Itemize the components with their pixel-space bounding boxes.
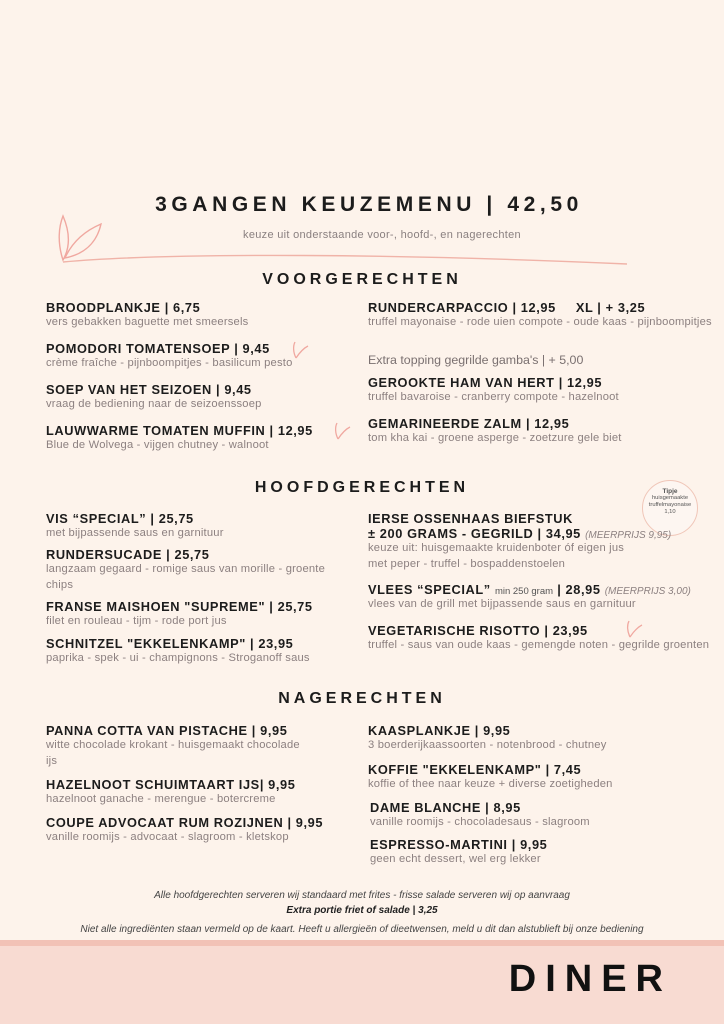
item-name: RUNDERSUCADE | 25,75 [46, 547, 210, 562]
vlees-name: VLEES “SPECIAL” [368, 582, 491, 597]
item-description: vlees van de grill met bijpassende saus en garnituur [368, 598, 636, 610]
vegetarian-leaf-icon [624, 619, 644, 639]
item-name: DAME BLANCHE | 8,95 [370, 800, 521, 815]
item-name: COUPE ADVOCAAT RUM ROZIJNEN | 9,95 [46, 815, 324, 830]
item-description: vanille roomijs - chocoladesaus - slagroom [370, 816, 590, 828]
item-description: truffel bavaroise - cranberry compote - hazelnoot [368, 391, 619, 403]
vegetarian-leaf-icon [332, 421, 352, 441]
page-title: 3GANGEN KEUZEMENU | 42,50 [155, 193, 583, 216]
page-subtitle: keuze uit onderstaande voor-, hoofd-, en nagerechten [243, 229, 521, 241]
tip-title: Tipje [662, 488, 678, 495]
item-name: BROODPLANKJE | 6,75 [46, 300, 201, 315]
item-name: SOEP VAN HET SEIZOEN | 9,45 [46, 382, 252, 397]
menu-type-label: DINER [508, 958, 672, 1000]
tip-price: 1,10 [664, 509, 676, 515]
item-name [368, 300, 718, 315]
item-description: met bijpassende saus en garnituur [46, 527, 224, 539]
item-description: witte chocolade krokant - huisgemaakt chocolade ijs [46, 739, 300, 767]
item-name: GEMARINEERDE ZALM | 12,95 [368, 416, 570, 431]
menu-item [368, 762, 718, 793]
item-name: SCHNITZEL "EKKELENKAMP" | 23,95 [46, 636, 294, 651]
item-name: KOFFIE "EKKELENKAMP" | 7,45 [368, 762, 582, 777]
menu-item [46, 723, 396, 769]
menu-item [46, 511, 396, 542]
section-nagerechten-heading: NAGERECHTEN [278, 690, 446, 707]
menu-item [368, 416, 718, 447]
item-description: vanille roomijs - advocaat - slagroom - kletskop [46, 831, 289, 843]
menu-item [46, 382, 396, 413]
biefstuk-surcharge: (MEERPRIJS 9,95) [585, 530, 672, 541]
menu-item [46, 300, 396, 331]
item-description: hazelnoot ganache - merengue - botercreme [46, 793, 276, 805]
menu-item [46, 599, 396, 630]
item-name: FRANSE MAISHOEN "SUPREME" | 25,75 [46, 599, 313, 614]
item-description: vers gebakken baguette met smeersels [46, 316, 249, 328]
vlees-price: | 28,95 [557, 582, 601, 597]
item-name [368, 582, 724, 597]
item-description: 3 boerderijkaassoorten - notenbrood - chutney [368, 739, 607, 751]
item-description: crème fraîche - pijnboompitjes - basilicum pesto [46, 357, 293, 369]
carpaccio-xl: XL | + 3,25 [575, 300, 646, 315]
footer-note-allergies: Niet alle ingrediënten staan vermeld op de kaart. Heeft u allergieën of dieetwensen, meld u dit dan alstublieft bij onze bediening [80, 924, 644, 935]
item-description: keuze uit: huisgemaakte kruidenboter óf eigen jus met peper - truffel - bospaddenstoelen [368, 542, 625, 570]
item-name: IERSE OSSENHAAS BIEFSTUK [368, 511, 573, 526]
menu-item [46, 777, 396, 808]
item-description: geen echt dessert, wel erg lekker [370, 853, 541, 865]
footer-band-divider [0, 940, 724, 946]
item-name: HAZELNOOT SCHUIMTAART IJS| 9,95 [46, 777, 296, 792]
vlees-weight: min 250 gram [494, 586, 554, 597]
item-description: koffie of thee naar keuze + diverse zoetigheden [368, 778, 613, 790]
item-name: ESPRESSO-MARTINI | 9,95 [370, 837, 548, 852]
item-description: truffel - saus van oude kaas - gemengde noten - gegrilde groenten [368, 639, 710, 651]
menu-item [370, 837, 720, 868]
biefstuk-name2: ± 200 GRAMS - GEGRILD | 34,95 [368, 526, 581, 541]
item-name: POMODORI TOMATENSOEP | 9,45 [46, 341, 270, 356]
menu-item [368, 300, 718, 331]
item-description: langzaam gegaard - romige saus van morille - groente chips [46, 563, 326, 591]
item-description: Blue de Wolvega - vijgen chutney - walnoot [46, 439, 269, 451]
carpaccio-name: RUNDERCARPACCIO | 12,95 [368, 300, 556, 315]
extra-topping: Extra topping gegrilde gamba's | + 5,00 [368, 353, 584, 367]
menu-item [370, 800, 720, 831]
item-name-line2 [368, 526, 718, 541]
leaf-swoosh-decoration [55, 212, 635, 272]
item-name: VIS “SPECIAL” | 25,75 [46, 511, 194, 526]
section-hoofdgerechten-heading: HOOFDGERECHTEN [254, 479, 470, 496]
menu-item [46, 547, 396, 593]
item-name: PANNA COTTA VAN PISTACHE | 9,95 [46, 723, 288, 738]
item-description: filet en rouleau - tijm - rode port jus [46, 615, 227, 627]
item-description: paprika - spek - ui - champignons - Stroganoff saus [46, 652, 310, 664]
menu-item [368, 723, 718, 754]
menu-item [368, 511, 718, 572]
item-name: LAUWWARME TOMATEN MUFFIN | 12,95 [46, 423, 313, 438]
footer-note-sides: Alle hoofdgerechten serveren wij standaard met frites - frisse salade serveren wij op aanvraag [154, 890, 570, 901]
menu-item [46, 815, 396, 846]
menu-item [368, 623, 718, 654]
vegetarian-leaf-icon [290, 340, 310, 360]
menu-item [46, 636, 396, 667]
section-voorgerechten-heading: VOORGERECHTEN [262, 271, 462, 288]
item-name: KAASPLANKJE | 9,95 [368, 723, 511, 738]
item-name: VEGETARISCHE RISOTTO | 23,95 [368, 623, 588, 638]
footer-note-extra-portion: Extra portie friet of salade | 3,25 [286, 905, 438, 916]
menu-item [368, 582, 724, 613]
menu-item [46, 341, 396, 372]
item-description: tom kha kai - groene asperge - zoetzure gele biet [368, 432, 622, 444]
item-name: GEROOKTE HAM VAN HERT | 12,95 [368, 375, 603, 390]
item-description: vraag de bediening naar de seizoenssoep [46, 398, 262, 410]
tip-text: huisgemaakte truffelmayonaise [648, 495, 692, 508]
menu-item [368, 375, 718, 406]
vlees-surcharge: (MEERPRIJS 3,00) [604, 586, 691, 597]
item-description: truffel mayonaise - rode uien compote - oude kaas - pijnboompitjes [368, 316, 712, 328]
